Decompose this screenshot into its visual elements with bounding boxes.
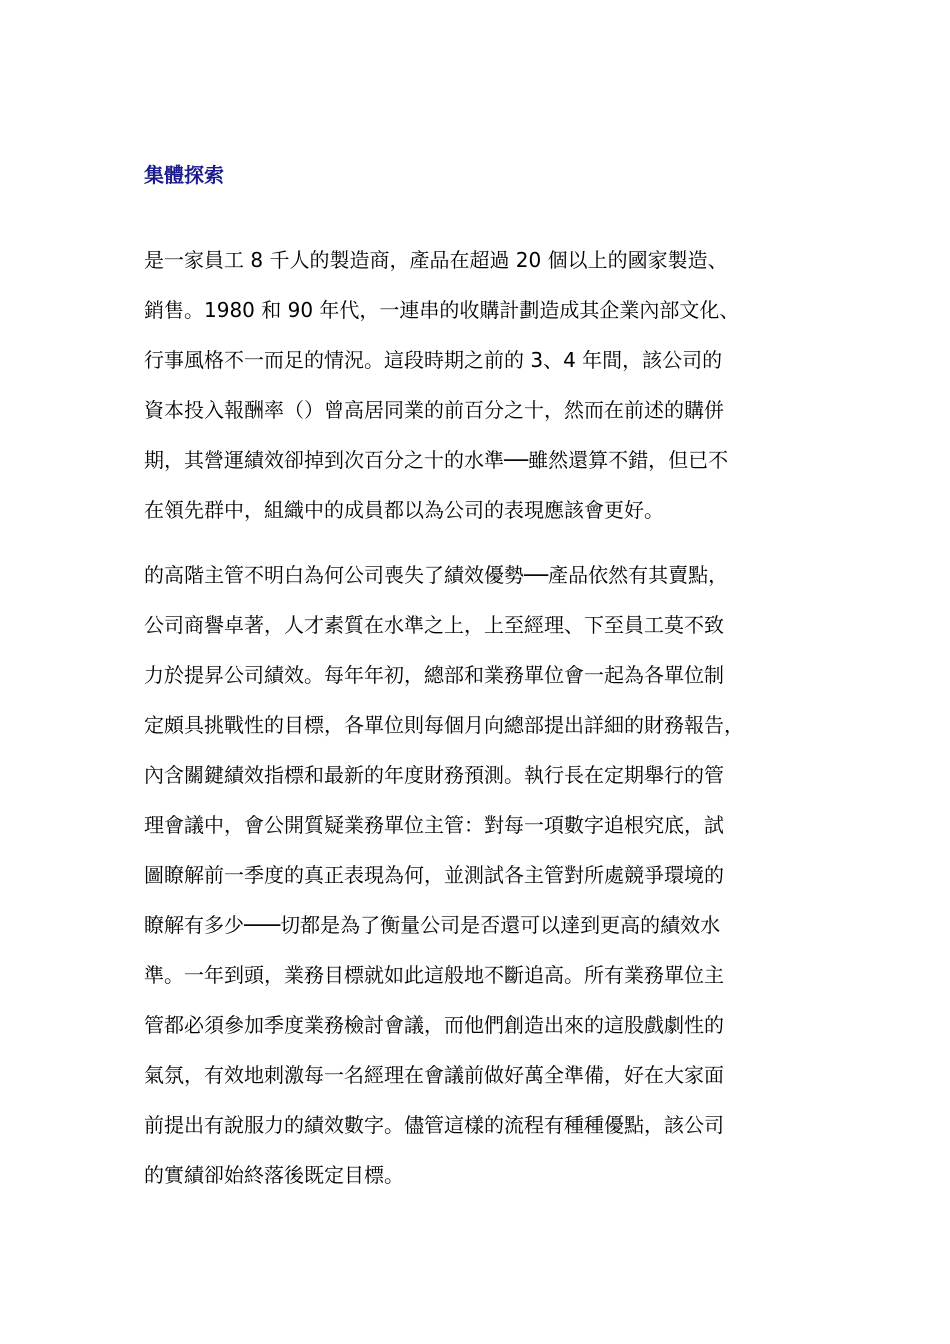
paragraph-line: 是一家員工 8 千人的製造商，產品在超過 20 個以上的國家製造、 bbox=[144, 248, 728, 272]
paragraph-line: 公司商譽卓著，人才素質在水準之上，上至經理、下至員工莫不致 bbox=[144, 613, 724, 637]
paragraph-line: 在領先群中，組織中的成員都以為公司的表現應該會更好。 bbox=[144, 498, 664, 522]
paragraph-line: 資本投入報酬率（）曾高居同業的前百分之十，然而在前述的購併 bbox=[144, 398, 724, 422]
paragraph-line: 前提出有說服力的績效數字。儘管這樣的流程有種種優點，該公司 bbox=[144, 1113, 724, 1137]
paragraph-line: 的高階主管不明白為何公司喪失了績效優勢──產品依然有其賣點， bbox=[144, 563, 729, 587]
paragraph-line: 理會議中，會公開質疑業務單位主管：對每一項數字追根究底，試 bbox=[144, 813, 724, 837]
paragraph-line: 準。一年到頭，業務目標就如此這般地不斷追高。所有業務單位主 bbox=[144, 963, 724, 987]
paragraph-line: 銷售。1980 和 90 年代，一連串的收購計劃造成其企業內部文化、 bbox=[144, 298, 740, 322]
paragraph-1 bbox=[144, 235, 844, 535]
paragraph-line: 管都必須參加季度業務檢討會議，而他們創造出來的這股戲劇性的 bbox=[144, 1013, 724, 1037]
paragraph-line: 力於提昇公司績效。每年年初，總部和業務單位會一起為各單位制 bbox=[144, 663, 724, 687]
paragraph-line: 期，其營運績效卻掉到次百分之十的水準──雖然還算不錯，但已不 bbox=[144, 448, 729, 472]
paragraph-line: 圖瞭解前一季度的真正表現為何，並測試各主管對所處競爭環境的 bbox=[144, 863, 724, 887]
paragraph-line: 瞭解有多少───切都是為了衡量公司是否還可以達到更高的績效水 bbox=[144, 913, 721, 937]
paragraph-2 bbox=[144, 550, 844, 1200]
paragraph-line: 的實績卻始終落後既定目標。 bbox=[144, 1163, 404, 1187]
paragraph-line: 內含關鍵績效指標和最新的年度財務預測。執行長在定期舉行的管 bbox=[144, 763, 724, 787]
paragraph-line: 氣氛，有效地刺激每一名經理在會議前做好萬全準備，好在大家面 bbox=[144, 1063, 724, 1087]
paragraph-line: 定頗具挑戰性的目標，各單位則每個月向總部提出詳細的財務報告， bbox=[144, 713, 744, 737]
paragraph-line: 行事風格不一而足的情況。這段時期之前的 3、4 年間，該公司的 bbox=[144, 348, 723, 372]
section-heading: 集體探索 bbox=[144, 163, 224, 187]
